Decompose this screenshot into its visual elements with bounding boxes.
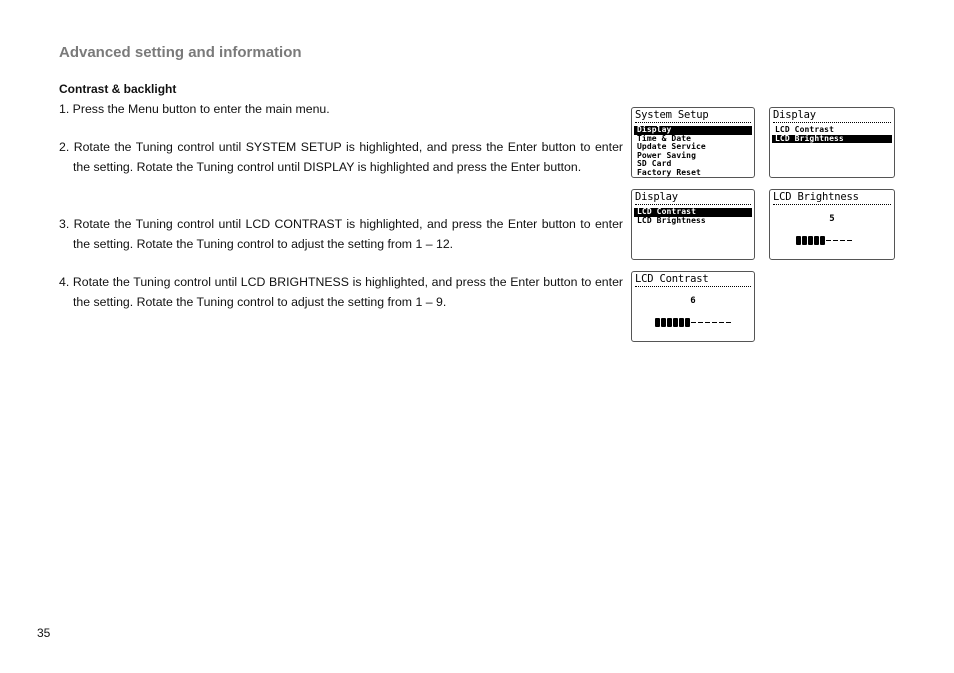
level-segment-filled bbox=[796, 236, 801, 245]
lcd-menu-item: LCD Contrast bbox=[775, 125, 834, 134]
contrast-value: 6 bbox=[690, 296, 696, 306]
level-segment-filled bbox=[667, 318, 672, 327]
step-3: 3. Rotate the Tuning control until LCD CONTRAST is highlighted, and press the Enter button to enter the setting. Rotate the Tuning control to adjust the setting from 1 – 12. bbox=[59, 217, 623, 251]
lcd-menu bbox=[772, 126, 892, 143]
step-1: 1. Press the Menu button to enter the main menu. bbox=[59, 102, 330, 116]
lcd-menu bbox=[634, 208, 752, 225]
lcd-title: LCD Contrast bbox=[635, 273, 709, 285]
lcd-menu-item: Factory Reset bbox=[637, 167, 701, 177]
brightness-value: 5 bbox=[829, 214, 835, 224]
level-segment-filled bbox=[802, 236, 807, 245]
subsection-title: Contrast & backlight bbox=[59, 82, 177, 96]
lcd-menu-item: SD Card bbox=[637, 159, 672, 169]
level-segment-filled bbox=[673, 318, 678, 327]
level-segment-filled bbox=[655, 318, 660, 327]
level-segment-filled bbox=[814, 236, 819, 245]
level-segment-empty bbox=[698, 322, 703, 323]
level-segment-empty bbox=[691, 322, 696, 323]
lcd-divider bbox=[773, 122, 891, 123]
lcd-divider bbox=[635, 204, 751, 205]
lcd-divider bbox=[635, 122, 751, 123]
lcd-menu-item: LCD Brightness bbox=[772, 135, 892, 144]
lcd-screen-display-contrast bbox=[631, 189, 755, 260]
level-segment-filled bbox=[679, 318, 684, 327]
contrast-level-bar bbox=[655, 317, 733, 327]
level-segment-empty bbox=[826, 240, 831, 241]
lcd-title: Display bbox=[773, 109, 816, 121]
brightness-level-bar bbox=[796, 235, 854, 245]
step-2: 2. Rotate the Tuning control until SYSTEM SETUP is highlighted, and press the Enter button to enter the setting. Rotate the Tuning control until DISPLAY is highlighted and press the Enter button. bbox=[59, 140, 623, 174]
level-segment-empty bbox=[712, 322, 717, 323]
lcd-title: LCD Brightness bbox=[773, 191, 859, 203]
lcd-screen-contrast bbox=[631, 271, 755, 342]
lcd-menu-item: Time & Date bbox=[637, 133, 692, 143]
lcd-title: System Setup bbox=[635, 109, 709, 121]
section-title: Advanced setting and information bbox=[59, 44, 302, 61]
lcd-menu bbox=[634, 126, 752, 178]
level-segment-empty bbox=[840, 240, 845, 241]
level-segment-empty bbox=[719, 322, 724, 323]
lcd-menu-item: LCD Brightness bbox=[637, 215, 706, 225]
level-segment-filled bbox=[685, 318, 690, 327]
lcd-menu-item: Display bbox=[634, 126, 752, 135]
level-segment-empty bbox=[705, 322, 710, 323]
level-segment-filled bbox=[808, 236, 813, 245]
lcd-screen-system-setup bbox=[631, 107, 755, 178]
lcd-divider bbox=[635, 286, 751, 287]
lcd-screen-brightness bbox=[769, 189, 895, 260]
level-segment-empty bbox=[847, 240, 852, 241]
lcd-screen-display-brightness bbox=[769, 107, 895, 178]
level-segment-empty bbox=[833, 240, 838, 241]
lcd-menu-item: LCD Contrast bbox=[634, 208, 752, 217]
page-number: 35 bbox=[37, 626, 51, 640]
level-segment-filled bbox=[820, 236, 825, 245]
level-segment-empty bbox=[726, 322, 731, 323]
lcd-menu-item: Power Saving bbox=[637, 150, 696, 160]
lcd-title: Display bbox=[635, 191, 678, 203]
step-4: 4. Rotate the Tuning control until LCD BRIGHTNESS is highlighted, and press the Enter button to enter the setting. Rotate the Tuning control to adjust the setting from 1 – 9. bbox=[59, 275, 623, 309]
level-segment-filled bbox=[661, 318, 666, 327]
lcd-menu-item: Update Service bbox=[637, 142, 706, 152]
lcd-divider bbox=[773, 204, 891, 205]
